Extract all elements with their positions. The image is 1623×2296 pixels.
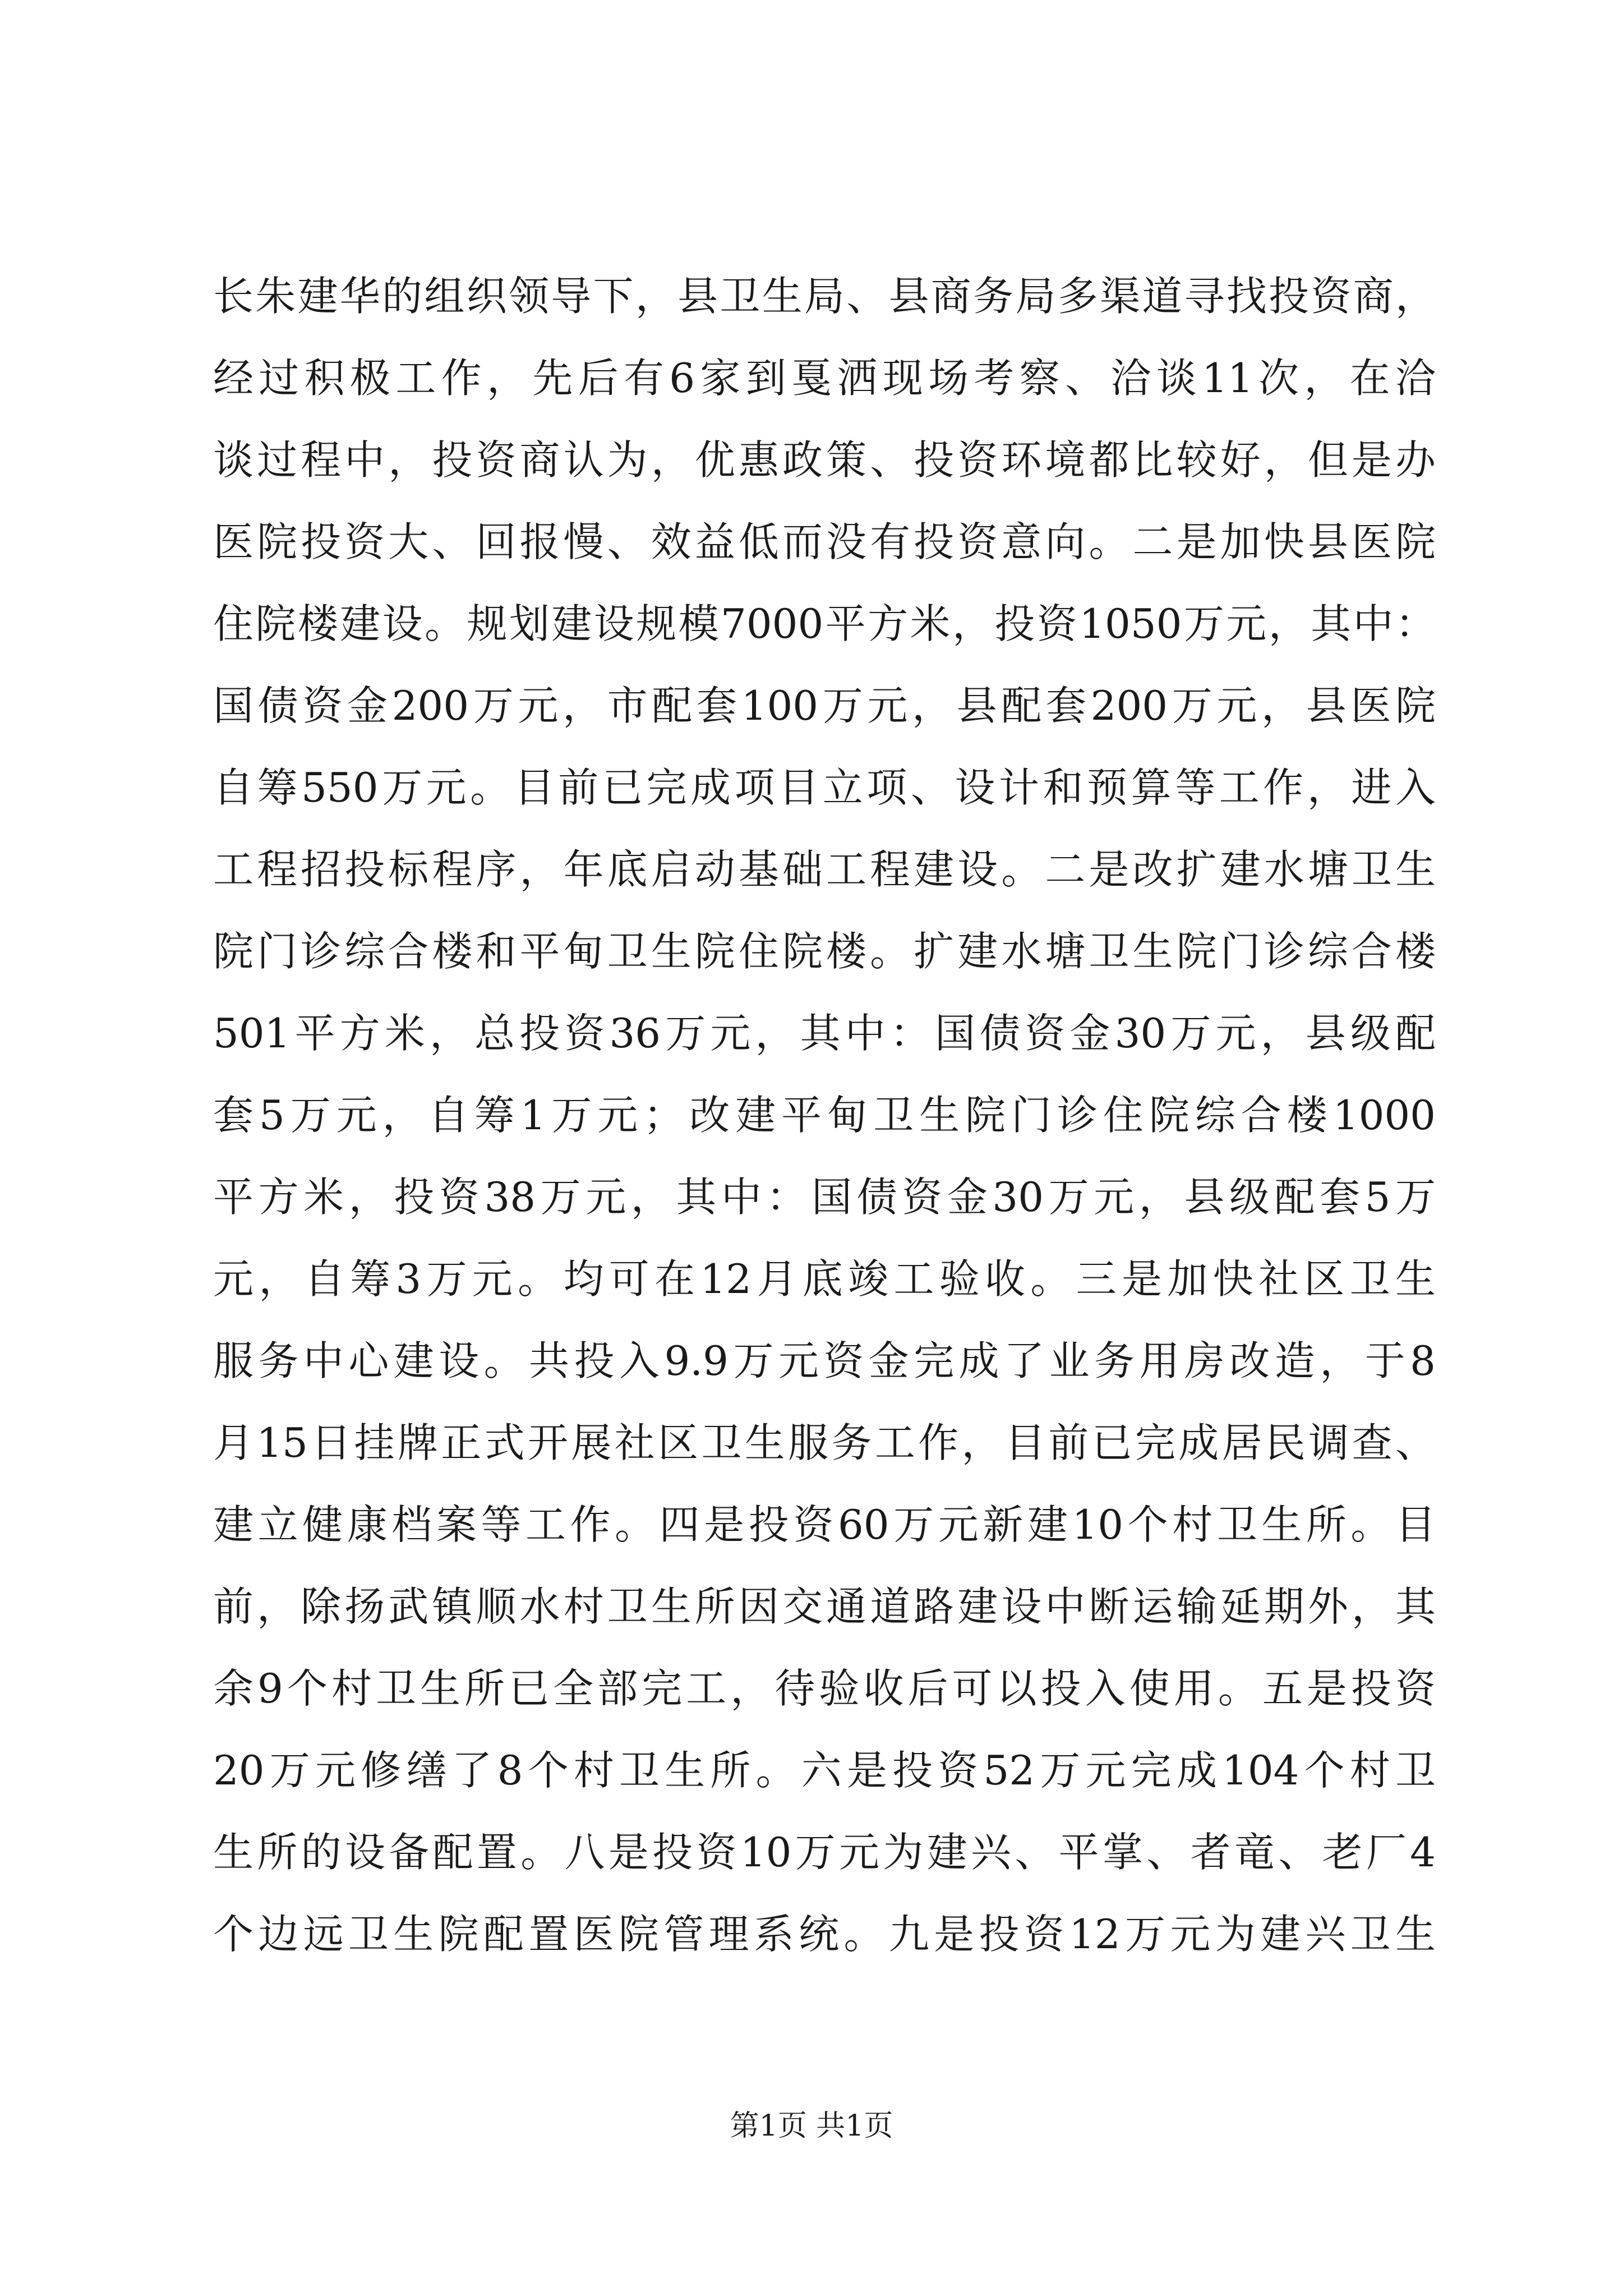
text-line: 月15日挂牌正式开展社区卫生服务工作，目前已完成居民调查、 — [213, 1419, 1436, 1466]
text-line: 余9个村卫生所已全部完工，待验收后可以投入使用。五是投资 — [213, 1665, 1436, 1712]
text-line: 住院楼建设。规划建设规模7000平方米，投资1050万元，其中： — [213, 600, 1436, 647]
text-line: 国债资金200万元，市配套100万元，县配套200万元，县医院 — [213, 682, 1436, 729]
body-text — [213, 255, 1436, 1975]
text-line: 生所的设备配置。八是投资10万元为建兴、平掌、者竜、老厂4 — [213, 1829, 1436, 1876]
text-line: 谈过程中，投资商认为，优惠政策、投资环境都比较好，但是办 — [213, 436, 1436, 484]
text-line: 自筹550万元。目前已完成项目立项、设计和预算等工作，进入 — [213, 764, 1436, 811]
text-line: 长朱建华的组织领导下，县卫生局、县商务局多渠道寻找投资商， — [213, 273, 1436, 320]
text-line: 元，自筹3万元。均可在12月底竣工验收。三是加快社区卫生 — [213, 1255, 1436, 1303]
text-line: 20万元修缮了8个村卫生所。六是投资52万元完成104个村卫 — [213, 1747, 1436, 1794]
text-line: 套5万元，自筹1万元；改建平甸卫生院门诊住院综合楼1000 — [213, 1092, 1436, 1139]
text-line: 服务中心建设。共投入9.9万元资金完成了业务用房改造，于8 — [213, 1337, 1436, 1384]
text-line: 经过积极工作，先后有6家到戛洒现场考察、洽谈11次，在洽 — [213, 355, 1436, 402]
text-line: 医院投资大、回报慢、效益低而没有投资意向。二是加快县医院 — [213, 518, 1436, 565]
text-line: 院门诊综合楼和平甸卫生院住院楼。扩建水塘卫生院门诊综合楼 — [213, 928, 1436, 975]
text-line: 建立健康档案等工作。四是投资60万元新建10个村卫生所。目 — [213, 1501, 1436, 1548]
text-line: 平方米，投资38万元，其中：国债资金30万元，县级配套5万 — [213, 1174, 1436, 1221]
text-line: 前，除扬武镇顺水村卫生所因交通道路建设中断运输延期外，其 — [213, 1583, 1436, 1630]
page-footer — [0, 2106, 1623, 2146]
text-line: 工程招投标程序，年底启动基础工程建设。二是改扩建水塘卫生 — [213, 846, 1436, 893]
text-line: 501平方米，总投资36万元，其中：国债资金30万元，县级配 — [213, 1010, 1436, 1057]
page-number-label: 第1页 共1页 — [730, 2109, 893, 2143]
text-line: 个边远卫生院配置医院管理系统。九是投资12万元为建兴卫生 — [213, 1911, 1436, 1958]
